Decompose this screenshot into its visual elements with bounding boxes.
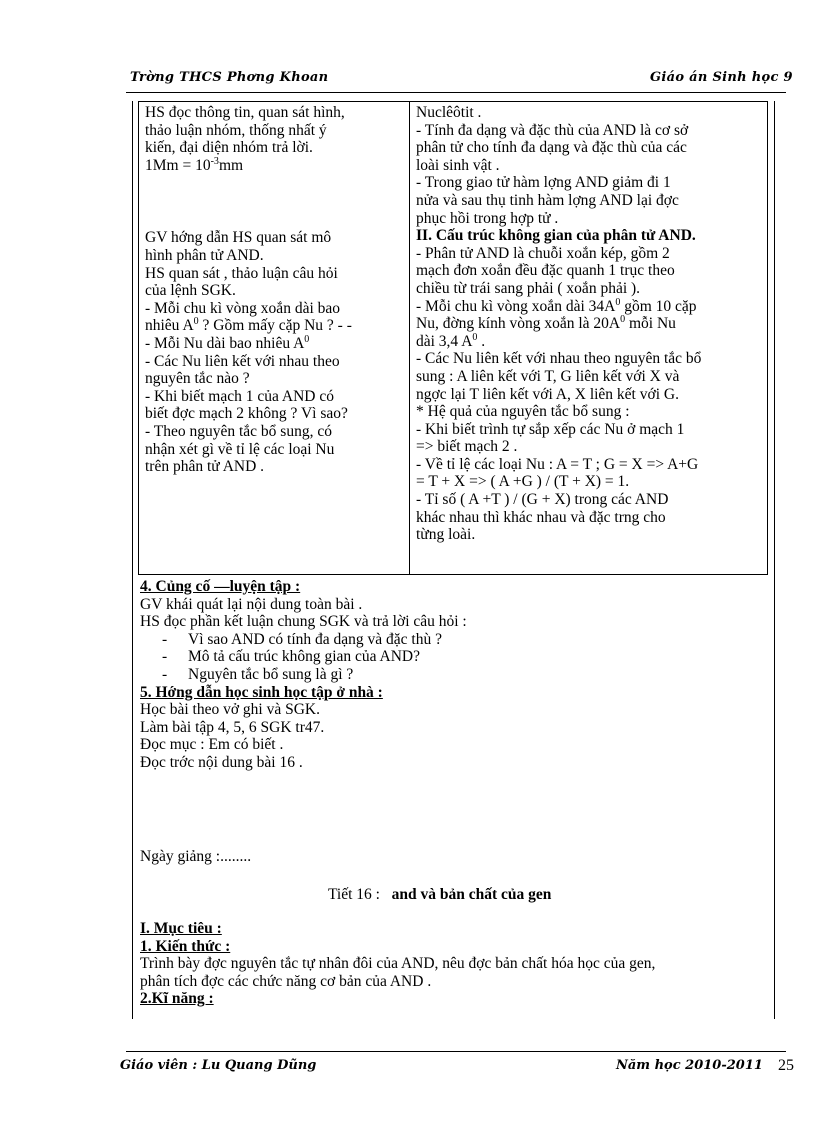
table-line: mạch đơn xoắn đều đặc quanh 1 trục theo (416, 262, 675, 280)
table-line: Nuclêôtit . (416, 104, 482, 121)
table-line: ngợc lại T liên kết với A, X liên kết với G. (416, 385, 679, 403)
exponent: 0 (304, 333, 310, 345)
table-left-column (145, 104, 407, 476)
table-line: nguyên tắc nào ? (145, 370, 250, 388)
table-line: - Theo nguyên tắc bổ sung, có (145, 422, 332, 440)
table-line: phục hồi trong hợp tử . (416, 209, 559, 227)
q-text: nhiêu A (145, 317, 194, 335)
lesson-name: and và bản chất của gen (391, 886, 552, 903)
table-line: - Khi biết trình tự sắp xếp các Nu ở mạch 1 (416, 420, 685, 438)
exponent: 0 (193, 316, 199, 328)
text-line: HS đọc phần kết luận chung SGK và trả lời câu hỏi : (140, 613, 467, 631)
header-school: Trờng THCS Phơng Khoan (130, 70, 329, 85)
section-4-title: 4. Củng cố —luyện tập : (140, 578, 301, 595)
table-line: - Các Nu liên kết với nhau theo (145, 352, 340, 370)
text-line: GV khái quát lại nội dung toàn bài . (140, 595, 363, 613)
table-line: chiều từ trái sang phải ( xoắn phải ). (416, 279, 641, 297)
table-line: - Khi biết mạch 1 của AND có (145, 387, 334, 405)
table-right-column (416, 104, 766, 544)
header-subject: Giáo án Sinh học 9 (650, 70, 793, 85)
table-line: - Về tỉ lệ các loại Nu : A = T ; G = X => A+G (416, 455, 699, 473)
section-5-title: 5. Hớng dẫn học sinh học tập ở nhà : (140, 683, 383, 701)
text-line: Trình bày đợc nguyên tắc tự nhân đôi của AND, nêu đợc bản chất hóa học của gen, (140, 955, 656, 973)
text-part: mỗi Nu (625, 315, 676, 333)
objectives-heading: I. Mục tiêu : (140, 920, 222, 937)
q-text: - Mỗi Nu dài bao nhiêu A (145, 334, 305, 352)
footer-rule (126, 1051, 786, 1052)
table-line: - Tính đa dạng và đặc thù của AND là cơ sở (416, 121, 689, 139)
table-line: loài sinh vật . (416, 156, 500, 174)
page-number: 25 (778, 1057, 794, 1074)
section-4 (140, 578, 467, 772)
q-tail: ? Gồm mấy cặp Nu ? - - (198, 317, 352, 335)
table-line: khác nhau thì khác nhau và đặc trng cho (416, 508, 666, 526)
exponent: -3 (210, 155, 219, 167)
bullet-text: Vì sao AND có tính đa dạng và đặc thù ? (188, 630, 442, 648)
table-line (416, 333, 766, 351)
lesson-number: Tiết 16 : (328, 886, 380, 903)
table-line: của lệnh SGK. (145, 282, 236, 300)
bullet-text: Mô tả cấu trúc không gian của AND? (188, 648, 421, 666)
table-line: thảo luận nhóm, thống nhất ý (145, 121, 327, 139)
text-line: Học bài theo vở ghi và SGK. (140, 701, 320, 719)
text-line: Đọc mục : Em có biết . (140, 736, 284, 754)
table-line: - Trong giao tử hàm lợng AND giảm đi 1 (416, 174, 671, 192)
table-line: => biết mạch 2 . (416, 438, 518, 456)
table-line (145, 157, 407, 175)
spacer (145, 174, 407, 229)
table-line: - Các Nu liên kết với nhau theo nguyên tắc bổ (416, 350, 702, 368)
lesson-title (328, 886, 551, 904)
table-line: GV hớng dẫn HS quan sát mô (145, 229, 332, 247)
objectives-section (140, 920, 655, 1008)
table-line: nửa và sau thụ tinh hàm lợng AND lại đợc (416, 191, 679, 209)
table-line: - Tỉ số ( A +T ) / (G + X) trong các AND (416, 491, 669, 509)
table-line: HS quan sát , thảo luận câu hỏi (145, 264, 338, 282)
exponent: 0 (620, 313, 626, 325)
bullet-item: - Mô tả cấu trúc không gian của AND? (162, 648, 421, 666)
skills-heading: 2.Kĩ năng : (140, 990, 214, 1008)
section-heading: II. Cấu trúc không gian của phân tử AND. (416, 227, 696, 245)
text-part: - Mỗi chu kì vòng xoắn dài 34A (416, 297, 616, 315)
exponent: 0 (615, 296, 621, 308)
text-part: gồm 10 cặp (620, 297, 697, 315)
text-part: . (477, 332, 486, 350)
bullet-item: - Vì sao AND có tính đa dạng và đặc thù ? (162, 630, 442, 648)
text-part: Nu, đờng kính vòng xoắn là 20A (416, 315, 621, 333)
date-line: Ngày giảng :........ (140, 848, 252, 865)
table-line: sung : A liên kết với T, G liên kết với X và (416, 367, 680, 385)
table-line: = T + X => ( A +G ) / (T + X) = 1. (416, 473, 630, 491)
footer-year: Năm học 2010-2011 (616, 1058, 763, 1073)
table-line: từng loài. (416, 526, 476, 544)
table-line: phân tử cho tính đa dạng và đặc thù của các (416, 139, 687, 157)
text-line: phân tích đợc các chức năng cơ bản của AND . (140, 972, 432, 990)
unit-suffix: mm (218, 156, 244, 174)
table-line (145, 317, 407, 335)
table-line: * Hệ quả của nguyên tắc bổ sung : (416, 403, 630, 421)
table-line: kiến, đại diện nhóm trả lời. (145, 139, 313, 157)
lesson-table (138, 101, 768, 575)
exponent: 0 (472, 331, 478, 343)
unit-text: 1Mm = 10 (145, 156, 211, 174)
table-line (416, 298, 766, 316)
bullet-item: - Nguyên tắc bổ sung là gì ? (162, 665, 354, 683)
knowledge-heading: 1. Kiến thức : (140, 937, 231, 955)
bullet-text: Nguyên tắc bổ sung là gì ? (188, 665, 354, 683)
text-line: Đọc trớc nội dung bài 16 . (140, 753, 303, 771)
table-line: biết đợc mạch 2 không ? Vì sao? (145, 405, 348, 423)
table-line: - Mỗi chu kì vòng xoắn dài bao (145, 299, 341, 317)
table-line (416, 315, 766, 333)
text-part: dài 3,4 A (416, 332, 473, 350)
text-line: Làm bài tập 4, 5, 6 SGK tr47. (140, 718, 325, 736)
table-line: HS đọc thông tin, quan sát hình, (145, 104, 345, 121)
footer-teacher: Giáo viên : Lu Quang Dũng (120, 1058, 317, 1073)
header-rule (126, 92, 786, 93)
table-line: nhận xét gì về tỉ lệ các loại Nu (145, 440, 335, 458)
table-line: - Phân tử AND là chuỗi xoắn kép, gồm 2 (416, 244, 670, 262)
table-line (145, 335, 407, 353)
table-divider (409, 102, 410, 574)
table-line: trên phân tử AND . (145, 458, 265, 476)
table-line: hình phân tử AND. (145, 246, 264, 264)
